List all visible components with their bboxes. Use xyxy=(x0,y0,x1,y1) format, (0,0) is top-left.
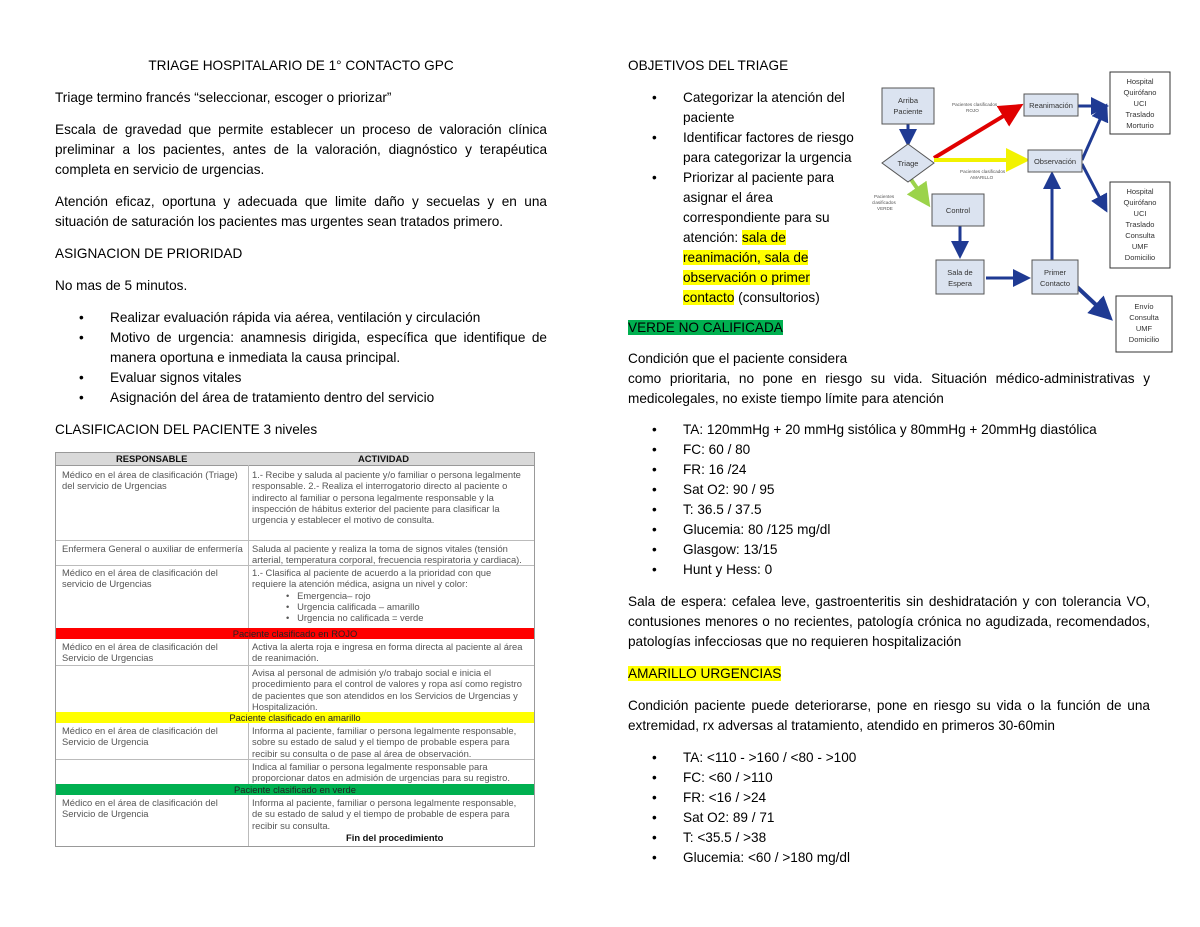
procedure-table xyxy=(55,452,535,847)
objetivos-list xyxy=(628,88,860,308)
cell-actividad: Indica al familiar o persona legalmente responsable para proporcionar datos en admisión de urgencias para su registro. xyxy=(252,761,510,784)
node-label: Control xyxy=(945,206,971,215)
color-list xyxy=(252,590,528,624)
node-label: Primer xyxy=(1043,268,1067,277)
cell-responsable: Médico en el área de clasificación del servicio de Urgencias xyxy=(62,567,218,590)
band-amarillo: Paciente clasificado en amarillo xyxy=(56,712,534,723)
list-item: • T: 36.5 / 37.5 xyxy=(652,502,762,517)
asignacion-list xyxy=(55,308,547,408)
list-item: • FC: <60 / >110 xyxy=(652,770,773,785)
node-label: Hospital xyxy=(1126,77,1154,86)
asignacion-heading: ASIGNACION DE PRIORIDAD xyxy=(55,246,243,261)
cell-responsable: Médico en el área de clasificación del Servicio de Urgencia xyxy=(62,725,218,748)
node-label: Morturio xyxy=(1126,121,1154,130)
node-label: Hospital xyxy=(1126,187,1154,196)
list-item: • Priorizar al paciente para asignar el área correspondiente para su atención: sala de reanimación, sala de observación o primer contacto (consultorios) xyxy=(652,170,835,305)
triage-flow-diagram xyxy=(862,70,1174,356)
list-item: • Glucemia: 80 /125 mg/dl xyxy=(652,522,831,537)
list-item: • Glucemia: <60 / >180 mg/dl xyxy=(652,850,850,865)
cell-actividad: Avisa al personal de admisión y/o trabajo social e inicia el procedimiento para el control de valores y ropa así como registro de pacientes que son atendidos en los Servicios de Urgencias y Hospitalización. xyxy=(252,667,522,712)
cell-responsable: Médico en el área de clasificación del Servicio de Urgencia xyxy=(62,797,218,820)
row-divider xyxy=(56,540,534,541)
column-header-actividad: ACTIVIDAD xyxy=(358,453,410,464)
list-item: • Hunt y Hess: 0 xyxy=(652,562,773,577)
node-label: Consulta xyxy=(1129,313,1159,322)
verde-vitals-list xyxy=(628,420,1150,580)
sala-espera-text: Sala de espera: cefalea leve, gastroenteritis sin deshidratación y con tolerancia VO, contusiones menores o no recientes, patología crónica no agudizada, recomendados, patologías infecciosas que no requieren hospitalización xyxy=(628,594,1150,649)
node-label: Traslado xyxy=(1125,110,1155,119)
column-header-responsable: RESPONSABLE xyxy=(116,453,188,464)
node-label: UMF xyxy=(1131,242,1149,251)
node-label: Traslado xyxy=(1125,220,1155,229)
objetivos-heading: OBJETIVOS DEL TRIAGE xyxy=(628,58,789,73)
list-item: • Realizar evaluación rápida via aérea, ventilación y circulación xyxy=(79,310,481,325)
node-label: Domicilio xyxy=(1128,335,1160,344)
label-rojo: Pacientes clasificados xyxy=(952,102,998,107)
node-label: Espera xyxy=(948,279,972,288)
node-label: Sala de xyxy=(947,268,973,277)
node-primer-contacto xyxy=(1032,260,1078,294)
amarillo-vitals-list xyxy=(628,748,1150,868)
verde-line-1: Condición que el paciente considera xyxy=(628,351,848,366)
list-item: • TA: <110 - >160 / <80 - >100 xyxy=(652,750,857,765)
label-verde: clasificados xyxy=(872,200,896,205)
node-label: UCI xyxy=(1133,209,1147,218)
label-verde: Pacientes xyxy=(874,194,895,199)
node-label: UCI xyxy=(1133,99,1147,108)
highlighted-areas: sala de reanimación, sala de observación o primer contacto xyxy=(683,230,810,305)
cell-responsable: Médico en el área de clasificación del Servicio de Urgencias xyxy=(62,641,218,664)
end-of-procedure: Fin del procedimiento xyxy=(346,832,444,843)
list-item: • Glasgow: 13/15 xyxy=(652,542,778,557)
list-item: • Evaluar signos vitales xyxy=(79,370,242,385)
cell-actividad: 1.- Recibe y saluda al paciente y/o familiar o persona legalmente responsable. 2.- Realiza el interrogatorio directo al paciente o indirecto al familiar o persona legalmente responsable y la inspección de hábitus exterior del paciente para clasificar la urgencia y establecer el motivo de consulta. xyxy=(252,469,521,526)
list-item: • T: <35.5 / >38 xyxy=(652,830,767,845)
node-label: Domicilio xyxy=(1124,253,1156,262)
paragraph-escala: Escala de gravedad que permite establecer un proceso de valoración clínica preliminar a los pacientes, antes de la valoración, diagnóstico y terapéutica completa en servicio de urgencias. xyxy=(55,122,547,177)
list-item: • Asignación del área de tratamiento dentro del servicio xyxy=(79,390,435,405)
left-column xyxy=(55,56,547,440)
list-item: • Emergencia– rojo xyxy=(286,589,371,601)
amarillo-heading: AMARILLO URGENCIAS xyxy=(628,666,782,681)
intro-text: Triage termino francés “seleccionar, escoger o priorizar” xyxy=(55,90,392,105)
label-amarillo: Pacientes clasificados xyxy=(960,169,1006,174)
label-verde: VERDE xyxy=(877,206,893,211)
node-label: Observación xyxy=(1033,157,1077,166)
cell-text: 1.- Clasifica al paciente de acuerdo a la prioridad con que requiere la atención médica, asigna un nivel y color: xyxy=(252,567,492,590)
cell-responsable: Enfermera General o auxiliar de enfermería xyxy=(62,543,243,554)
cell-actividad: Informa al paciente, familiar o persona legalmente responsable, de su estado de salud y el tiempo de probable de espera para recibir su consulta. xyxy=(252,797,517,831)
list-item: • FR: <16 / >24 xyxy=(652,790,767,805)
node-label: Arriba xyxy=(897,96,919,105)
list-item: • Urgencia no calificada = verde xyxy=(286,612,424,624)
node-label: UMF xyxy=(1135,324,1153,333)
asignacion-time: No mas de 5 minutos. xyxy=(55,278,188,293)
clasificacion-heading: CLASIFICACION DEL PACIENTE 3 niveles xyxy=(55,422,318,437)
list-item: • TA: 120mmHg + 20 mmHg sistólica y 80mmHg + 20mmHg diastólica xyxy=(652,422,1097,437)
verde-line-2: como prioritaria, no pone en riesgo su vida. Situación médico-administrativas y medicolegales, no existe tiempo límite para atención xyxy=(628,371,1150,406)
table-header xyxy=(56,453,534,466)
list-item: • Urgencia calificada – amarillo xyxy=(286,600,420,612)
list-item: • Identificar factores de riesgo para categorizar la urgencia xyxy=(652,130,854,165)
cell-actividad xyxy=(252,567,528,623)
cell-actividad: Informa al paciente, familiar o persona legalmente responsable, sobre su estado de salud y el tiempo de probable espera para recibir su consulta o de pase al área de observación. xyxy=(252,725,517,759)
row-divider xyxy=(56,665,534,666)
row-divider xyxy=(56,759,534,760)
list-item: • Sat O2: 90 / 95 xyxy=(652,482,775,497)
label-amarillo: AMARILLO xyxy=(970,175,994,180)
verde-heading: VERDE NO CALIFICADA xyxy=(628,320,783,335)
row-divider xyxy=(56,565,534,566)
cell-actividad: Activa la alerta roja e ingresa en forma directa al paciente al área de reanimación. xyxy=(252,641,523,664)
node-arriba-paciente xyxy=(882,88,934,124)
node-label: Quirófano xyxy=(1123,198,1157,207)
node-label: Contacto xyxy=(1039,279,1071,288)
node-sala-espera xyxy=(936,260,984,294)
node-label: Reanimación xyxy=(1029,101,1073,110)
document-title: TRIAGE HOSPITALARIO DE 1° CONTACTO GPC xyxy=(148,58,454,73)
label-rojo: ROJO xyxy=(966,108,979,113)
node-label: Consulta xyxy=(1125,231,1155,240)
cell-actividad: Saluda al paciente y realiza la toma de signos vitales (tensión arterial, temperatura corporal, frecuencia respiratoria y cardiaca). xyxy=(252,543,522,566)
band-verde: Paciente clasificado en verde xyxy=(56,784,534,795)
amarillo-text: Condición paciente puede deteriorarse, pone en riesgo su vida o la función de una extremidad, rx adversas al tratamiento, atendido en primeros 30-60min xyxy=(628,698,1150,733)
list-item: • FR: 16 /24 xyxy=(652,462,747,477)
node-label: Triage xyxy=(897,159,919,168)
node-label: Paciente xyxy=(893,107,923,116)
list-item: • Sat O2: 89 / 71 xyxy=(652,810,775,825)
node-label: Envío xyxy=(1134,302,1154,311)
node-label: Quirófano xyxy=(1123,88,1157,97)
paragraph-atencion: Atención eficaz, oportuna y adecuada que limite daño y secuelas y en una situación de saturación los pacientes mas urgentes sean tratados primero. xyxy=(55,194,547,229)
list-item: • Motivo de urgencia: anamnesis dirigida, específica que identifique de manera oportuna e inmediata la causa principal. xyxy=(79,330,547,365)
list-item: • Categorizar la atención del paciente xyxy=(652,90,845,125)
cell-responsable: Médico en el área de clasificación (Triage) del servicio de Urgencias xyxy=(62,469,238,492)
band-rojo: Paciente clasificado en ROJO xyxy=(56,628,534,639)
list-item: • FC: 60 / 80 xyxy=(652,442,751,457)
